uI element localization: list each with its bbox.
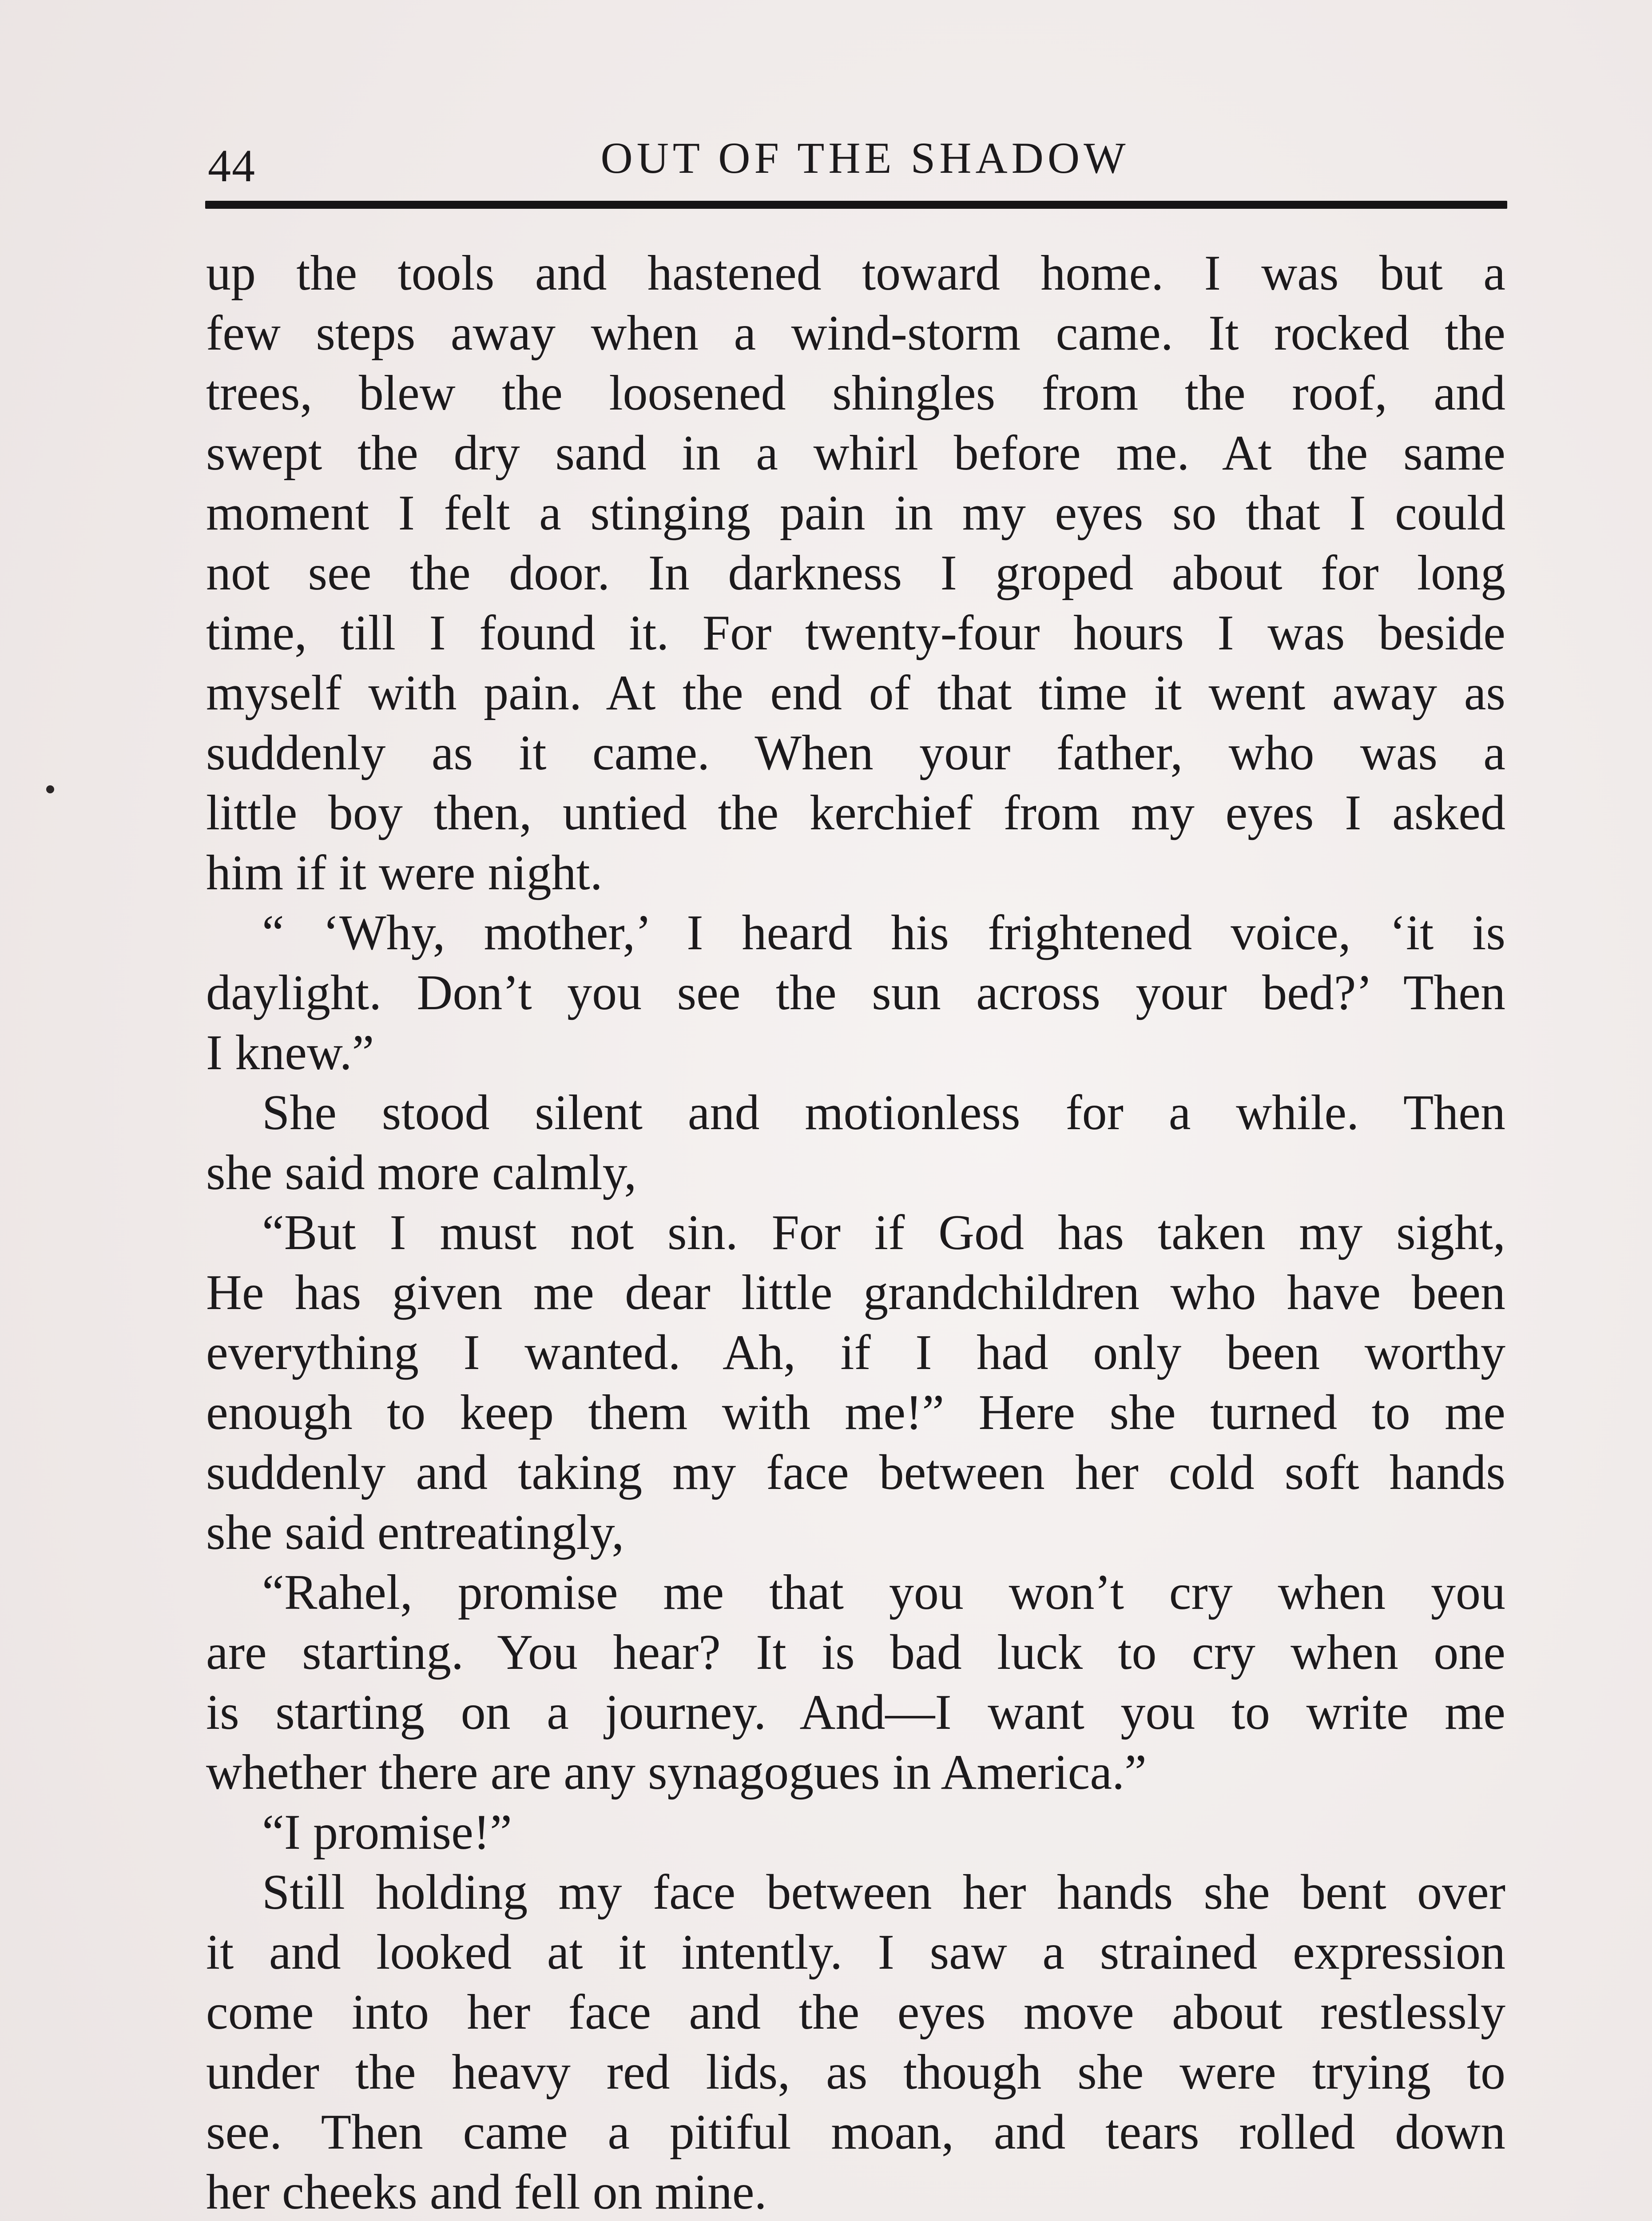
text-line: little boy then, untied the kerchief from my eyes I asked	[206, 785, 1505, 840]
text-line: time, till I found it. For twenty-four hours I was beside	[206, 605, 1505, 661]
text-line: enough to keep them with me!” Here she turned to me	[206, 1385, 1505, 1440]
text-line: suddenly and taking my face between her cold soft hands	[206, 1445, 1505, 1500]
text-line: “ ‘Why, mother,’ I heard his frightened voice, ‘it is	[262, 905, 1505, 960]
text-line: few steps away when a wind-storm came. It rocked the	[206, 306, 1505, 361]
text-line: not see the door. In darkness I groped about for long	[206, 545, 1505, 601]
text-line: come into her face and the eyes move about restlessly	[206, 1985, 1505, 2040]
text-line: trees, blew the loosened shingles from the roof, and	[206, 366, 1505, 421]
body-text	[206, 243, 1505, 2221]
text-line: everything I wanted. Ah, if I had only been worthy	[206, 1325, 1505, 1380]
text-line: daylight. Don’t you see the sun across your bed?’ Then	[206, 965, 1505, 1020]
text-line: is starting on a journey. And—I want you to write me	[206, 1685, 1505, 1740]
text-line: moment I felt a stinging pain in my eyes so that I could	[206, 486, 1505, 541]
text-line: him if it were night.	[206, 845, 603, 900]
text-line: swept the dry sand in a whirl before me. At the same	[206, 426, 1505, 481]
text-line: Still holding my face between her hands she bent over	[262, 1865, 1505, 1920]
text-line: her cheeks and fell on mine.	[206, 2165, 767, 2220]
text-line: it and looked at it intently. I saw a strained expression	[206, 1925, 1505, 1980]
text-line: I knew.”	[206, 1025, 374, 1080]
text-line: she said entreatingly,	[206, 1505, 624, 1560]
text-line: “Rahel, promise me that you won’t cry when you	[262, 1565, 1505, 1620]
text-line: under the heavy red lids, as though she were trying to	[206, 2045, 1505, 2100]
text-line: suddenly as it came. When your father, who was a	[206, 725, 1505, 780]
text-line: He has given me dear little grandchildren who have been	[206, 1265, 1505, 1320]
text-line: she said more calmly,	[206, 1145, 637, 1200]
text-line: see. Then came a pitiful moan, and tears rolled down	[206, 2105, 1505, 2160]
page-number: 44	[208, 140, 256, 191]
text-line: whether there are any synagogues in America.”	[206, 1745, 1147, 1800]
text-line: “But I must not sin. For if God has taken my sight,	[262, 1205, 1505, 1260]
text-line: “I promise!”	[262, 1805, 512, 1860]
header-rule	[205, 201, 1507, 209]
running-title: OUT OF THE SHADOW	[600, 133, 1130, 183]
ink-speck	[46, 785, 54, 793]
text-line: are starting. You hear? It is bad luck to cry when one	[206, 1625, 1505, 1680]
text-line: up the tools and hastened toward home. I was but a	[206, 246, 1505, 301]
text-line: myself with pain. At the end of that time it went away as	[206, 665, 1505, 720]
text-line: She stood silent and motionless for a while. Then	[262, 1085, 1505, 1140]
running-head	[208, 131, 1505, 191]
